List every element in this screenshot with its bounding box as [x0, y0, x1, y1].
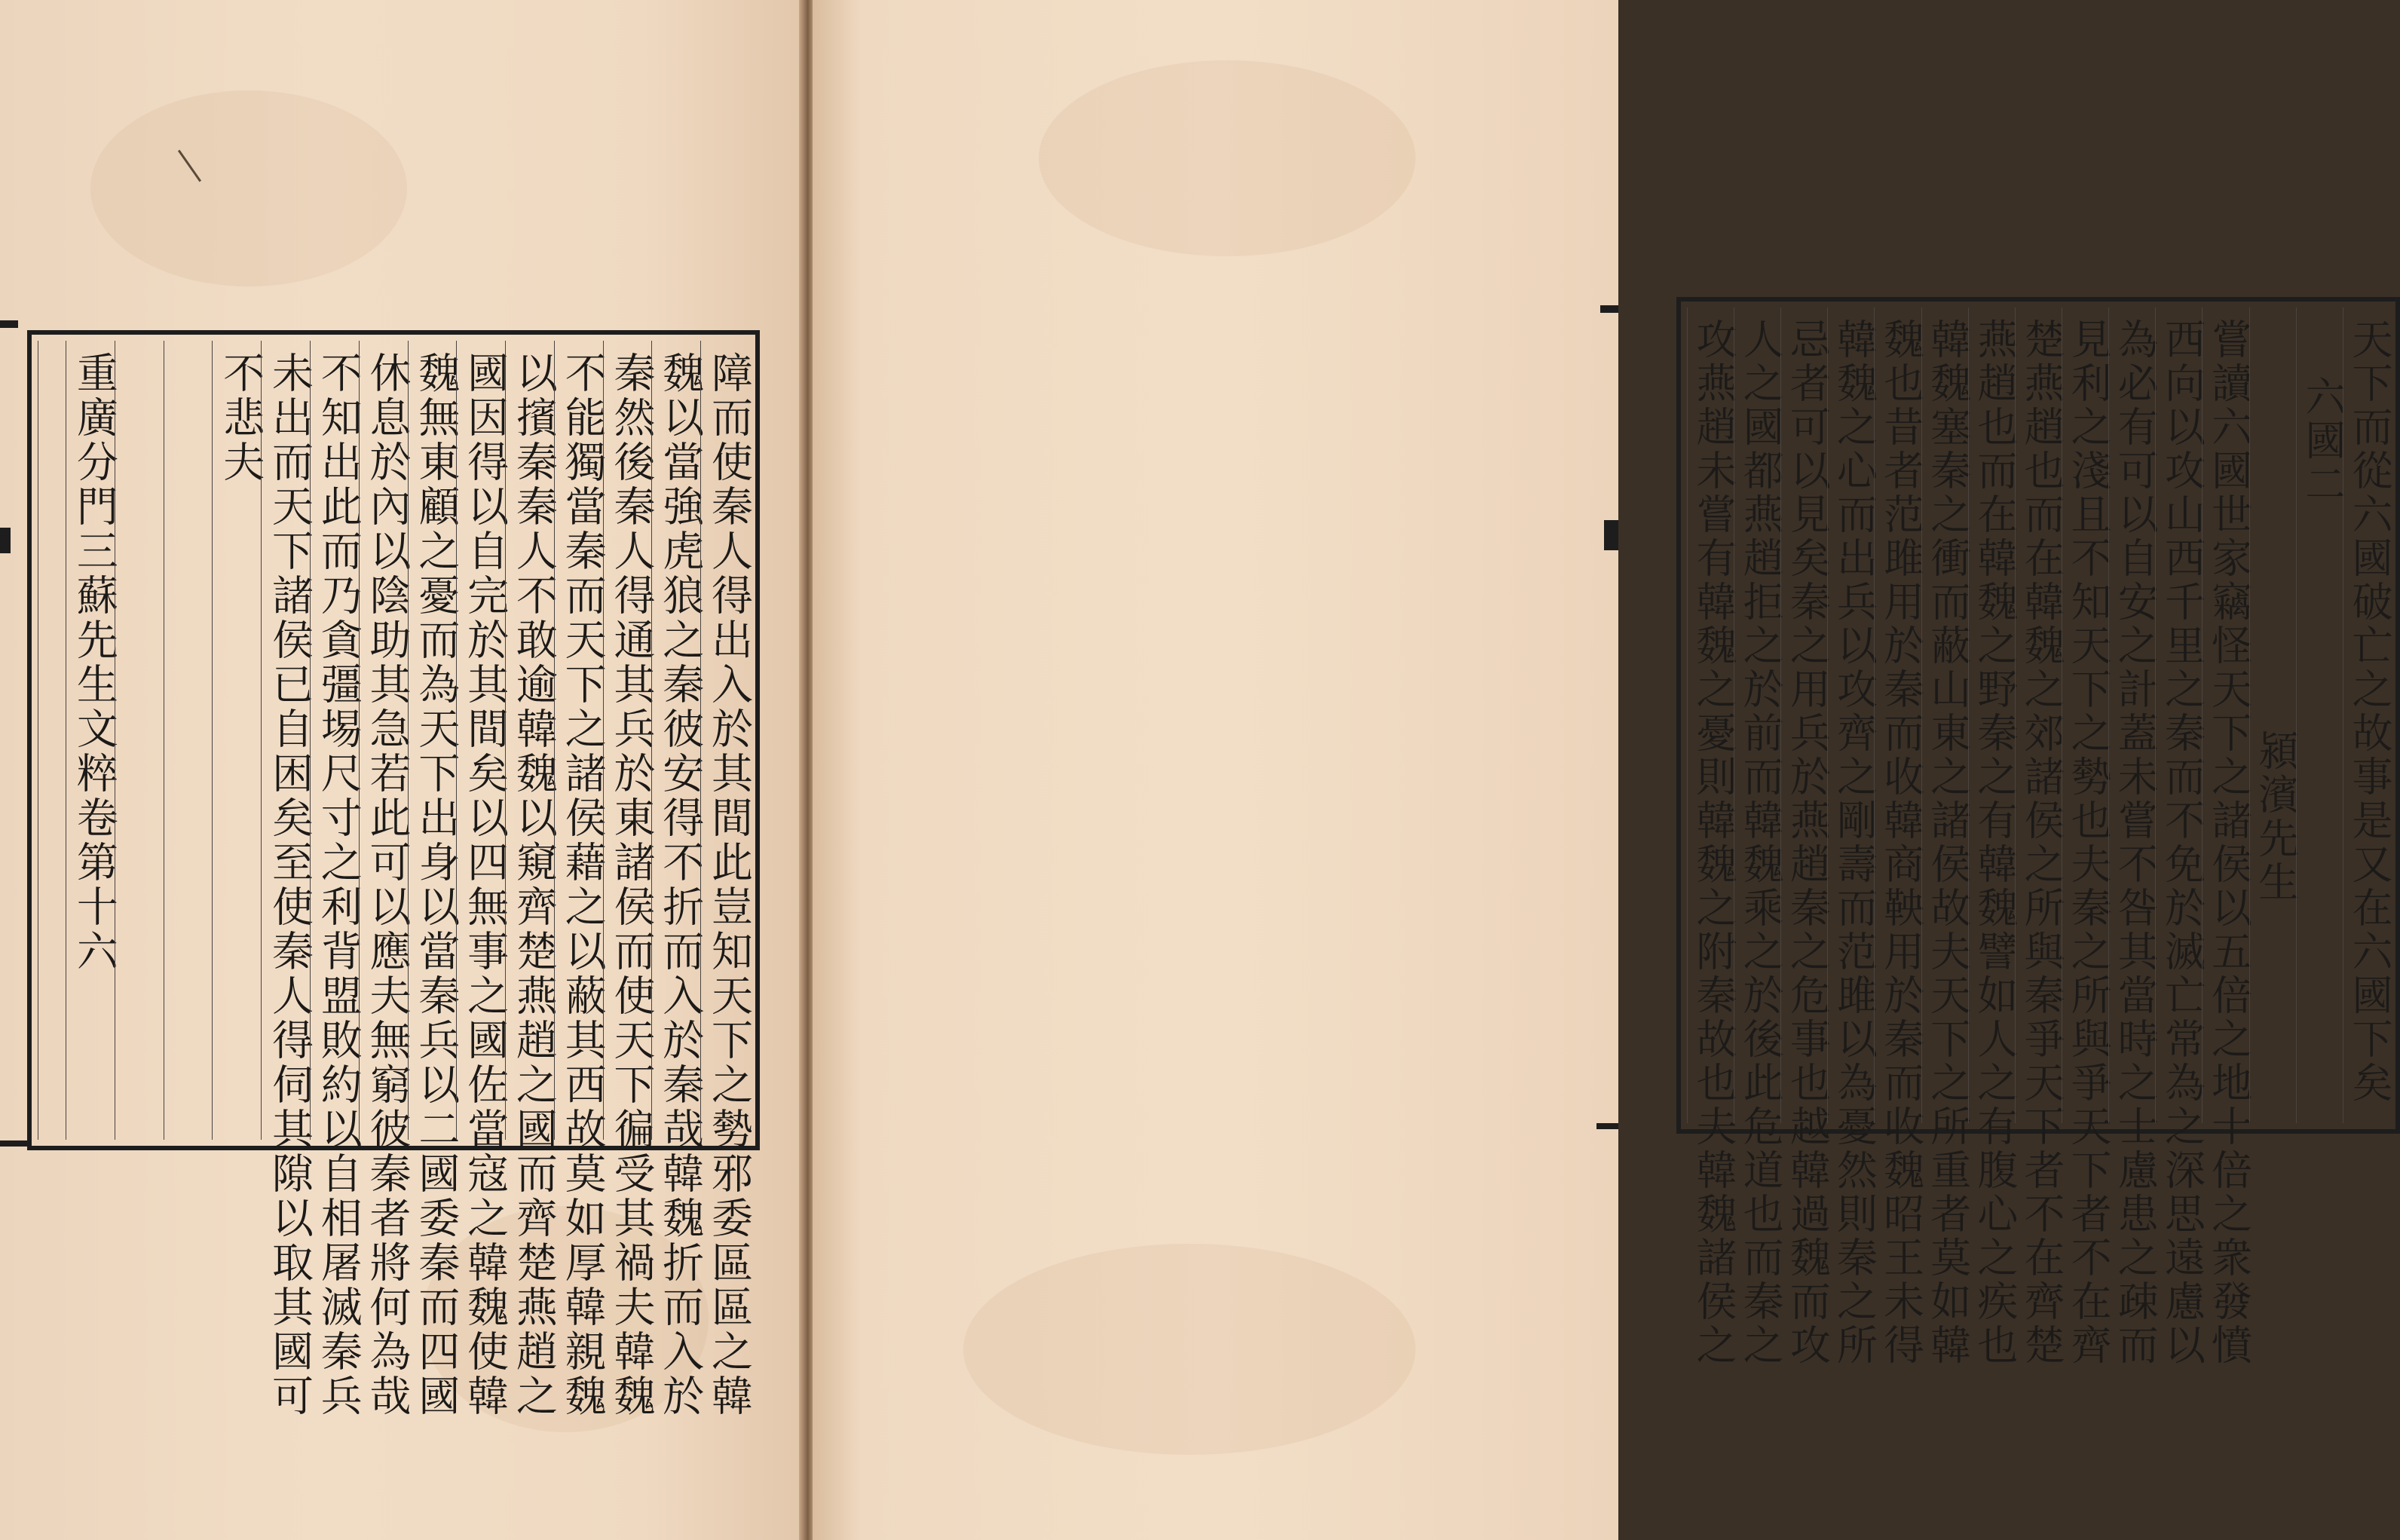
edge-mark-left-low	[0, 1140, 30, 1147]
empty-column	[38, 341, 66, 1140]
right-page	[813, 0, 2393, 1540]
edge-mark-left-top	[0, 320, 18, 328]
edge-mark-right-mid	[1604, 520, 1618, 550]
text-column: 秦然後秦人得通其兵於東諸侯而使天下徧受其禍夫韓魏	[603, 341, 652, 1140]
text-column: 魏也昔者范雎用於秦而收韓商鞅用於秦而收魏昭王未得	[1874, 308, 1921, 1123]
text-column: 不知出此而乃貪彊埸尺寸之利背盟敗約以自相屠滅秦兵	[310, 341, 359, 1140]
left-text-frame	[27, 330, 760, 1419]
text-column: 攻燕趙未嘗有韓魏之憂則韓魏之附秦故也夫韓魏諸侯之	[1687, 308, 1734, 1123]
text-column: 休息於內以陰助其急若此可以應夫無窮彼秦者將何為哉	[359, 341, 408, 1140]
volume-end-title: 重廣分門三蘇先生文粹卷第十六	[66, 341, 115, 1140]
text-column: 以擯秦秦人不敢逾韓魏以窺齊楚燕趙之國而齊楚燕趙之	[505, 341, 554, 1140]
text-column: 魏無東顧之憂而為天下出身以當秦兵以二國委秦而四國	[408, 341, 457, 1140]
text-column: 魏以當強虎狼之秦彼安得不折而入於秦哉韓魏折而入於	[651, 341, 700, 1140]
text-column: 韓魏塞秦之衝而蔽山東之諸侯故夫天下之所重者莫如韓	[1921, 308, 1968, 1123]
text-column: 韓魏之心而出兵以攻齊之剛壽而范雎以為憂然則秦之所	[1827, 308, 1874, 1123]
edge-mark-left-mid	[0, 528, 11, 553]
text-column: 燕趙也而在韓魏之野秦之有韓魏譬如人之有腹心之疾也	[1968, 308, 2015, 1123]
text-column: 西向以攻山西千里之秦而不免於滅亡常為之深思遠慮以	[2155, 308, 2202, 1123]
empty-column	[115, 341, 164, 1140]
edge-mark-right-top	[1600, 305, 1618, 313]
edge-mark-right-low	[1596, 1123, 1618, 1129]
text-column: 國因得以自完於其間矣以四無事之國佐當寇之韓魏使韓	[456, 341, 505, 1140]
right-text-frame	[1676, 297, 2400, 1367]
right-columns	[1687, 308, 2393, 1367]
text-column: 人之國都燕趙拒之於前而韓魏乘之於後此危道也而秦之	[1734, 308, 1780, 1123]
left-page	[0, 0, 805, 1540]
text-column: 天下而從六國破亡之故事是又在六國下矣	[2343, 308, 2389, 1123]
text-column: 障而使秦人得出入於其間此豈知天下之勢邪委區區之韓	[700, 341, 749, 1140]
text-column: 嘗讀六國世家竊怪天下之諸侯以五倍之地十倍之衆發憤	[2202, 308, 2248, 1123]
text-column: 未出而天下諸侯已自困矣至使秦人得伺其隙以取其國可	[261, 341, 310, 1140]
empty-column	[164, 341, 213, 1140]
text-column: 見利之淺且不知天下之勢也夫秦之所與爭天下者不在齊	[2062, 308, 2108, 1123]
text-column: 不能獨當秦而天下之諸侯藉之以蔽其西故莫如厚韓親魏	[554, 341, 603, 1140]
text-column: 為必有可以自安之計蓋未嘗不咎其當時之士慮患之疎而	[2108, 308, 2155, 1123]
author-line: 潁濱先生	[2249, 308, 2296, 1123]
text-column: 不悲夫	[212, 341, 261, 1140]
text-column: 楚燕趙也而在韓魏之郊諸侯之所與秦爭天下者不在齊楚	[2015, 308, 2062, 1123]
left-columns	[38, 341, 753, 1419]
section-heading: 六國二	[2296, 308, 2343, 1123]
text-column: 忌者可以見矣秦之用兵於燕趙秦之危事也越韓過魏而攻	[1780, 308, 1827, 1123]
